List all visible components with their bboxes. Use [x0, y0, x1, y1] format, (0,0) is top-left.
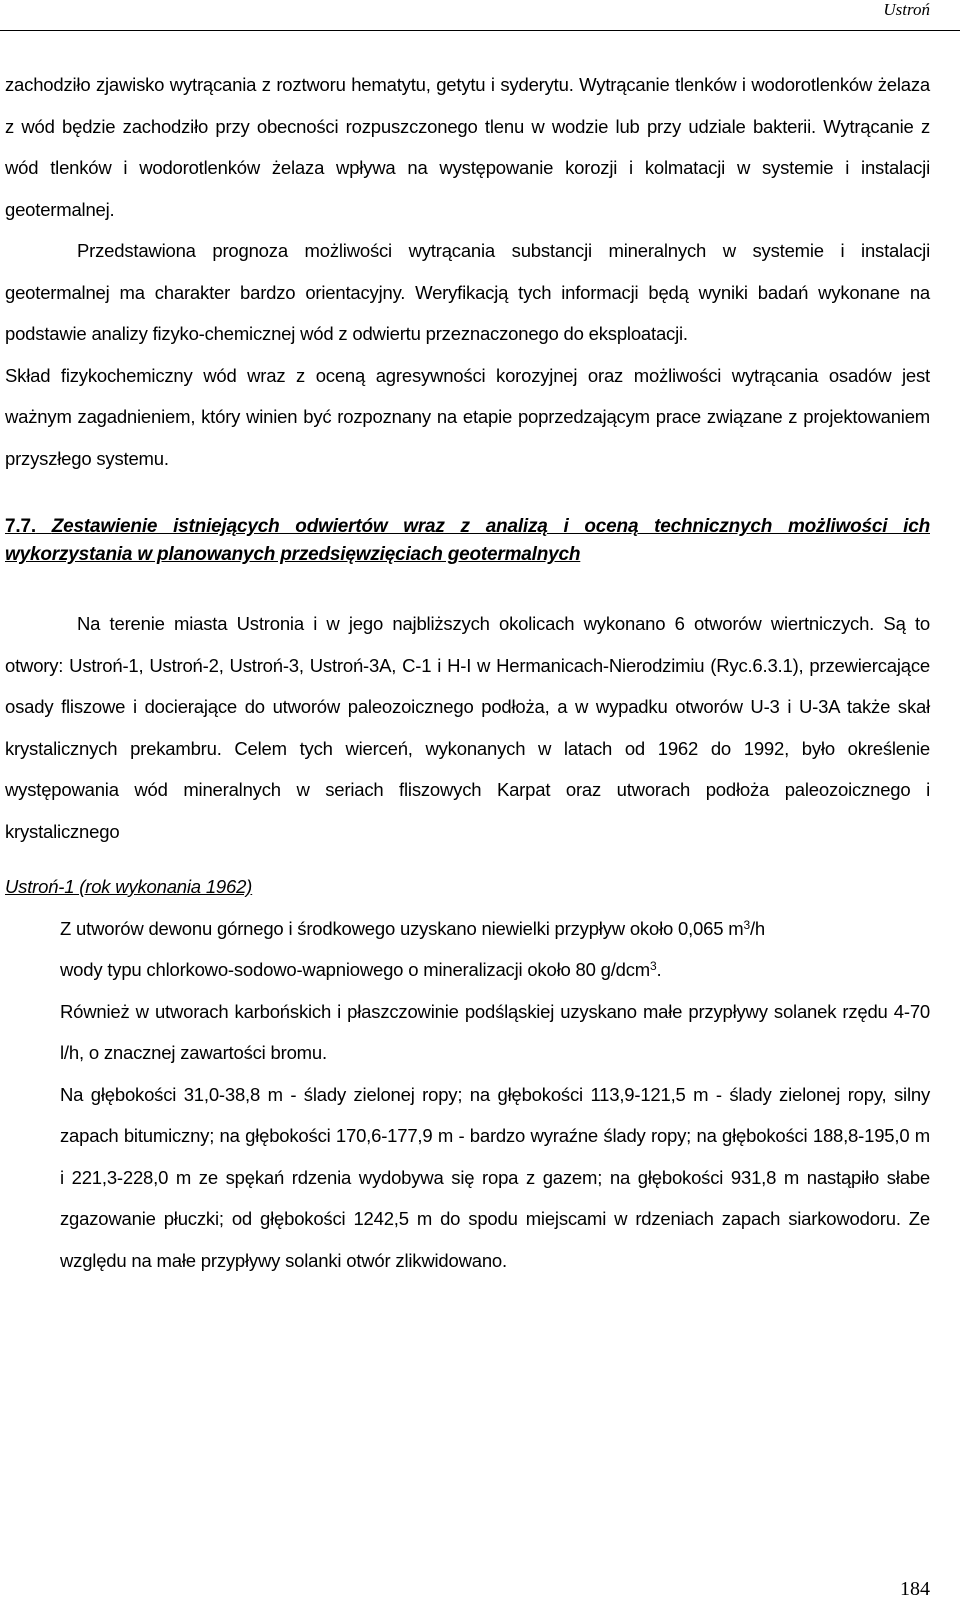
- superscript: 3: [650, 959, 657, 973]
- well-line: wody typu chlorkowo-sodowo-wapniowego o mineralizacji około 80 g/dcm$^3$.: [60, 959, 662, 980]
- running-header: Ustroń: [883, 0, 930, 19]
- paragraph: zachodziło zjawisko wytrącania z roztworu hematytu, getytu i syderytu. Wytrącanie tlenków i wodorotlenków żelaza z wód będzie zachodziło przy obecności rozpuszczonego tlenu w wodzie lub przy udziale bakterii. Wytrącanie z wód tlenków i wodorotlenków żelaza wpływa na występowanie korozji i kolmatacji w systemie i instalacji geotermalnej.: [5, 74, 930, 220]
- page-number: 184: [900, 1578, 930, 1600]
- paragraph: Na terenie miasta Ustronia i w jego najbliższych okolicach wykonano 6 otworów wiertniczych. Są to otwory: Ustroń-1, Ustroń-2, Ustroń-3, Ustroń-3A, C-1 i H-I w Hermanicach-Nierodzimiu (Ryc.6.3.1), przewiercające osady fliszowe i docierające do utworów paleozoicznego podłoża, a w wypadku otworów U-3 i U-3A także skał krystalicznych prekambru. Celem tych wierceń, wykonanych w latach od 1962 do 1992, było określenie występowania wód mineralnych w seriach fliszowych Karpat oraz utworach podłoża paleozoicznego i krystalicznego: [5, 613, 930, 842]
- section-heading: [5, 513, 930, 569]
- superscript: 3: [743, 917, 750, 932]
- paragraph: Przedstawiona prognoza możliwości wytrącania substancji mineralnych w systemie i instalacji geotermalnej ma charakter bardzo orientacyjny. Weryfikacją tych informacji będą wyniki badań wykonane na podstawie analizy fizyko-chemicznej wód z odwiertu przeznaczonego do eksploatacji.: [5, 240, 930, 344]
- paragraph: Skład fizykochemiczny wód wraz z oceną agresywności korozyjnej oraz możliwości wytrącania osadów jest ważnym zagadnieniem, który winien być rozpoznany na etapie poprzedzającym prace związane z projektowaniem przyszłego systemu.: [5, 364, 930, 469]
- section-title: Zestawienie istniejących odwiertów wraz z analizą i oceną technicznych możliwości ich wykorzystania w planowanych przedsięwzięciach geotermalnych: [5, 516, 930, 565]
- paragraph: Również w utworach karbońskich i płaszczowinie podśląskiej uzyskano małe przypływy solanek rzędu 4-70 l/h, o znacznej zawartości bromu.: [60, 1000, 930, 1063]
- well-subheading: Ustroń-1 (rok wykonania 1962): [5, 876, 253, 897]
- well-line: Z utworów dewonu górnego i środkowego uzyskano niewielki przypływ około 0,065 $m^3/h$: [60, 917, 765, 939]
- document-body: [5, 64, 930, 1281]
- header-rule: [0, 30, 960, 31]
- section-number: 7.7.: [5, 516, 36, 537]
- well-description: [60, 908, 930, 1282]
- paragraph: Na głębokości 31,0-38,8 m - ślady zielonej ropy; na głębokości 113,9-121,5 m - ślady zielonej ropy, silny zapach bitumiczny; na głębokości 170,6-177,9 m - bardzo wyraźne ślady ropy; na głębokości 188,8-195,0 m i 221,3-228,0 m ze spękań rdzenia wydobywa się ropa z gazem; na głębokości 931,8 m nastąpiło słabe zgazowanie płuczki; od głębokości 1242,5 m do spodu miejscami w rdzeniach zapach siarkowodoru. Ze względu na małe przypływy solanki otwór zlikwidowano.: [60, 1083, 930, 1271]
